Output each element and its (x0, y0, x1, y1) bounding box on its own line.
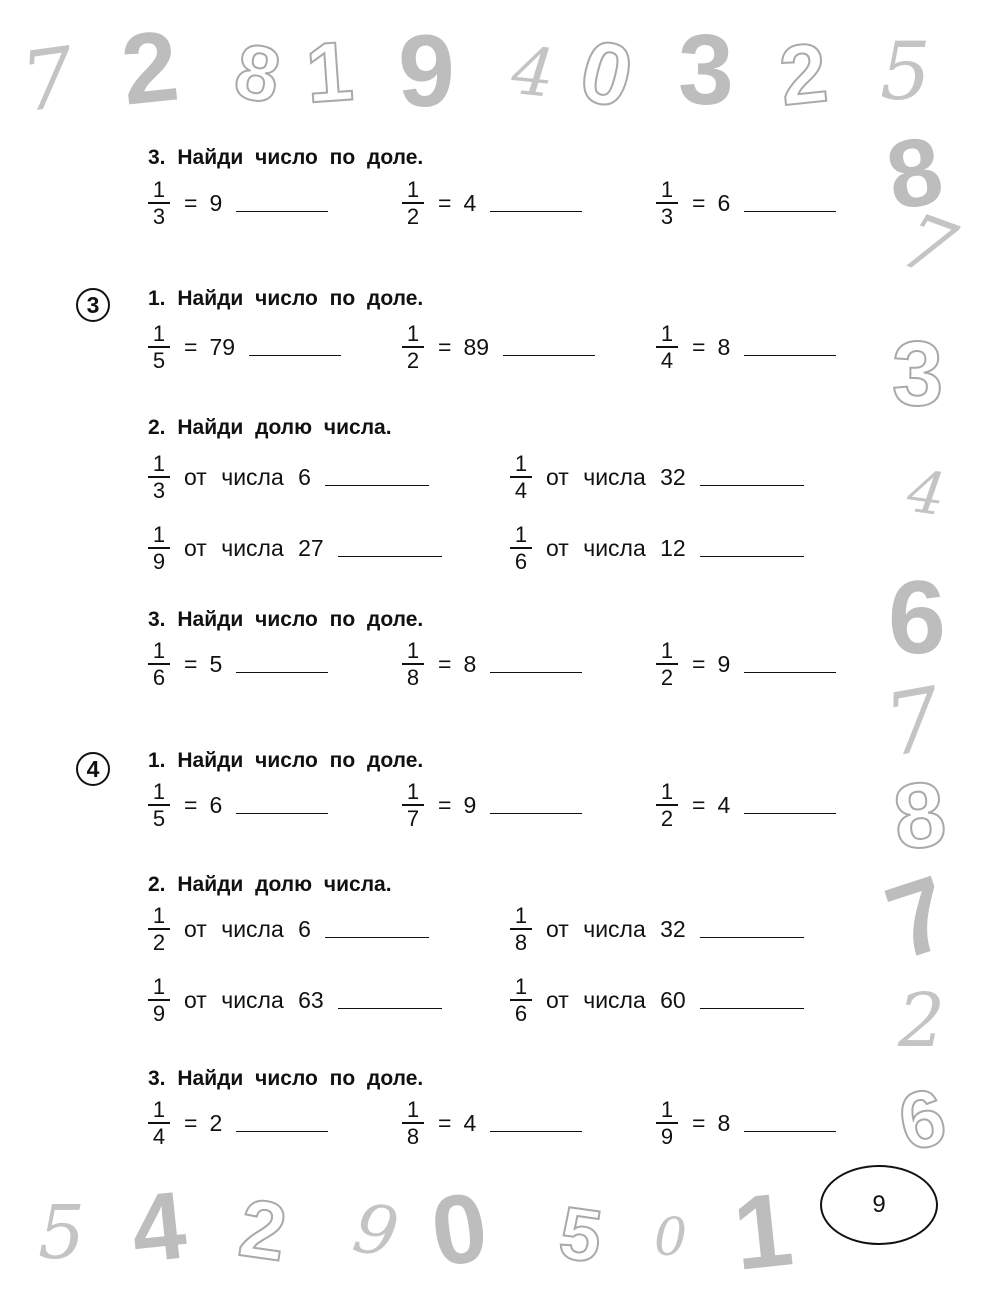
fraction-denominator: 2 (406, 348, 420, 373)
fraction (508, 975, 534, 1025)
prev-task3-item (654, 178, 836, 228)
s4-task2-item (146, 975, 442, 1025)
decor-digit: 2 (116, 9, 184, 127)
section-4-number: 4 (76, 752, 110, 786)
answer-blank[interactable] (325, 935, 429, 938)
answer-blank[interactable] (236, 670, 328, 673)
answer-blank[interactable] (490, 670, 582, 673)
fraction (654, 322, 680, 372)
fraction-denominator: 4 (152, 1124, 166, 1149)
given-value: 79 (209, 333, 236, 360)
decor-digit: 5 (554, 1190, 607, 1279)
s4-task1-title: 1. Найди число по доле. (148, 749, 424, 772)
equals-sign: = (438, 791, 452, 818)
decor-digit: 4 (508, 32, 558, 113)
s3-task2-title: 2. Найди долю числа. (148, 416, 392, 439)
s3-task1-item (400, 322, 595, 372)
fraction (146, 178, 172, 228)
fraction-denominator: 5 (152, 348, 166, 373)
given-value: 5 (209, 650, 223, 677)
fraction-numerator: 1 (660, 177, 674, 202)
given-value: 4 (463, 189, 477, 216)
answer-blank[interactable] (236, 811, 328, 814)
s4-task3-item (146, 1098, 328, 1148)
fraction (654, 178, 680, 228)
fraction-numerator: 1 (514, 974, 528, 999)
given-value: 9 (717, 650, 731, 677)
fraction-denominator: 3 (152, 204, 166, 229)
decor-digit: 7 (15, 29, 81, 132)
equals-sign: = (438, 1109, 452, 1136)
answer-blank[interactable] (325, 483, 429, 486)
fraction-numerator: 1 (660, 779, 674, 804)
of-number-text: от числа 60 (546, 986, 686, 1013)
of-number-text: от числа 27 (184, 534, 324, 561)
fraction-numerator: 1 (152, 638, 166, 663)
fraction-denominator: 3 (660, 204, 674, 229)
fraction-numerator: 1 (660, 1097, 674, 1122)
equals-sign: = (692, 650, 706, 677)
decor-digit: 0 (570, 19, 643, 128)
fraction-numerator: 1 (406, 638, 420, 663)
s4-task1-item (146, 780, 328, 830)
given-value: 9 (463, 791, 477, 818)
equals-sign: = (184, 333, 198, 360)
section-3-number: 3 (76, 288, 110, 322)
fraction-denominator: 6 (514, 1001, 528, 1026)
fraction-denominator: 9 (152, 1001, 166, 1026)
fraction-numerator: 1 (152, 177, 166, 202)
fraction-denominator: 4 (660, 348, 674, 373)
fraction (146, 780, 172, 830)
fraction (146, 904, 172, 954)
equals-sign: = (438, 189, 452, 216)
given-value: 8 (717, 333, 731, 360)
given-value: 2 (209, 1109, 223, 1136)
answer-blank[interactable] (744, 811, 836, 814)
equals-sign: = (184, 189, 198, 216)
fraction-denominator: 8 (406, 1124, 420, 1149)
fraction-denominator: 2 (660, 806, 674, 831)
answer-blank[interactable] (490, 209, 582, 212)
fraction-denominator: 9 (152, 549, 166, 574)
of-number-text: от числа 32 (546, 915, 686, 942)
given-value: 4 (717, 791, 731, 818)
fraction (146, 1098, 172, 1148)
fraction (654, 780, 680, 830)
fraction-numerator: 1 (660, 321, 674, 346)
of-number-text: от числа 6 (184, 915, 311, 942)
answer-blank[interactable] (744, 1129, 836, 1132)
given-value: 8 (463, 650, 477, 677)
decor-digit: 4 (126, 1171, 191, 1284)
decor-digit: 7 (877, 669, 949, 777)
s4-task3-item (654, 1098, 836, 1148)
equals-sign: = (184, 1109, 198, 1136)
answer-blank[interactable] (700, 554, 804, 557)
fraction-numerator: 1 (152, 974, 166, 999)
s3-task2-item (146, 452, 429, 502)
prev-task3-title: 3. Найди число по доле. (148, 146, 424, 169)
s4-task2-title: 2. Найди долю числа. (148, 873, 392, 896)
answer-blank[interactable] (338, 1006, 442, 1009)
given-value: 8 (717, 1109, 731, 1136)
equals-sign: = (184, 650, 198, 677)
fraction-numerator: 1 (152, 903, 166, 928)
of-number-text: от числа 63 (184, 986, 324, 1013)
fraction-numerator: 1 (152, 522, 166, 547)
answer-blank[interactable] (744, 353, 836, 356)
of-number-text: от числа 6 (184, 463, 311, 490)
s3-task3-item (146, 639, 328, 689)
fraction-numerator: 1 (152, 321, 166, 346)
s4-task2-item (508, 904, 804, 954)
prev-task3-item (400, 178, 582, 228)
page-number-text: 9 (872, 1191, 886, 1218)
decor-digit: 5 (38, 1190, 86, 1276)
fraction (400, 780, 426, 830)
s3-task3-title: 3. Найди число по доле. (148, 608, 424, 631)
fraction-numerator: 1 (406, 1097, 420, 1122)
fraction-denominator: 2 (152, 930, 166, 955)
answer-blank[interactable] (490, 811, 582, 814)
decor-digit: 9 (398, 14, 455, 128)
fraction-denominator: 4 (514, 478, 528, 503)
fraction-numerator: 1 (514, 451, 528, 476)
decor-digit: 8 (879, 116, 951, 231)
decor-digit: 3 (892, 323, 944, 425)
answer-blank[interactable] (700, 483, 804, 486)
fraction-denominator: 2 (406, 204, 420, 229)
decor-digit: 2 (775, 24, 832, 124)
decor-digit: 8 (228, 25, 287, 121)
decor-digit: 5 (880, 25, 931, 118)
answer-blank[interactable] (490, 1129, 582, 1132)
decor-digit: 7 (890, 195, 967, 296)
fraction (654, 639, 680, 689)
answer-blank[interactable] (249, 353, 341, 356)
equals-sign: = (692, 791, 706, 818)
answer-blank[interactable] (744, 209, 836, 212)
of-number-text: от числа 32 (546, 463, 686, 490)
fraction (400, 639, 426, 689)
fraction (508, 904, 534, 954)
fraction (508, 452, 534, 502)
fraction (400, 322, 426, 372)
fraction-numerator: 1 (152, 451, 166, 476)
fraction-numerator: 1 (514, 522, 528, 547)
decor-digit: 6 (891, 1071, 954, 1168)
fraction-numerator: 1 (152, 779, 166, 804)
fraction (508, 523, 534, 573)
decor-digit: 1 (728, 1171, 798, 1293)
fraction (400, 178, 426, 228)
s4-task2-item (508, 975, 804, 1025)
given-value: 6 (209, 791, 223, 818)
equals-sign: = (692, 189, 706, 216)
decor-digit: 7 (873, 853, 965, 983)
s3-task2-item (508, 523, 804, 573)
s4-task1-item (654, 780, 836, 830)
fraction (146, 523, 172, 573)
equals-sign: = (692, 333, 706, 360)
fraction-numerator: 1 (660, 638, 674, 663)
of-number-text: от числа 12 (546, 534, 686, 561)
s4-task2-item (146, 904, 429, 954)
fraction-numerator: 1 (514, 903, 528, 928)
fraction (146, 975, 172, 1025)
answer-blank[interactable] (236, 209, 328, 212)
s4-task3-title: 3. Найди число по доле. (148, 1067, 424, 1090)
fraction-numerator: 1 (152, 1097, 166, 1122)
answer-blank[interactable] (503, 353, 595, 356)
fraction-denominator: 8 (406, 665, 420, 690)
decor-digit: 1 (302, 23, 356, 121)
fraction (146, 452, 172, 502)
given-value: 4 (463, 1109, 477, 1136)
decor-digit: 2 (898, 978, 946, 1064)
decor-digit: 6 (888, 560, 946, 676)
answer-blank[interactable] (744, 670, 836, 673)
fraction (146, 322, 172, 372)
decor-digit: 4 (903, 456, 950, 530)
fraction-denominator: 8 (514, 930, 528, 955)
given-value: 89 (463, 333, 490, 360)
fraction-denominator: 2 (660, 665, 674, 690)
decor-digit: 9 (347, 1188, 404, 1275)
fraction-denominator: 9 (660, 1124, 674, 1149)
prev-task3-item (146, 178, 328, 228)
equals-sign: = (184, 791, 198, 818)
fraction-denominator: 3 (152, 478, 166, 503)
s3-task1-item (654, 322, 836, 372)
fraction-numerator: 1 (406, 321, 420, 346)
decor-digit: 0 (654, 1208, 688, 1268)
s3-task1-title: 1. Найди число по доле. (148, 287, 424, 310)
s3-task2-item (508, 452, 804, 502)
equals-sign: = (692, 1109, 706, 1136)
s3-task3-item (400, 639, 582, 689)
given-value: 6 (717, 189, 731, 216)
answer-blank[interactable] (700, 1006, 804, 1009)
given-value: 9 (209, 189, 223, 216)
equals-sign: = (438, 650, 452, 677)
decor-digit: 8 (888, 762, 951, 870)
equals-sign: = (438, 333, 452, 360)
s4-task3-item (400, 1098, 582, 1148)
fraction-numerator: 1 (406, 779, 420, 804)
s4-task1-item (400, 780, 582, 830)
s3-task3-item (654, 639, 836, 689)
s3-task1-item (146, 322, 341, 372)
decor-digit: 3 (678, 14, 734, 126)
answer-blank[interactable] (338, 554, 442, 557)
fraction-denominator: 6 (152, 665, 166, 690)
answer-blank[interactable] (700, 935, 804, 938)
s3-task2-item (146, 523, 442, 573)
fraction (654, 1098, 680, 1148)
answer-blank[interactable] (236, 1129, 328, 1132)
page-number (820, 1165, 938, 1245)
fraction-denominator: 5 (152, 806, 166, 831)
fraction-numerator: 1 (406, 177, 420, 202)
fraction (146, 639, 172, 689)
decor-digit: 0 (424, 1170, 494, 1288)
fraction-denominator: 7 (406, 806, 420, 831)
decor-digit: 2 (233, 1182, 292, 1279)
fraction-denominator: 6 (514, 549, 528, 574)
fraction (400, 1098, 426, 1148)
